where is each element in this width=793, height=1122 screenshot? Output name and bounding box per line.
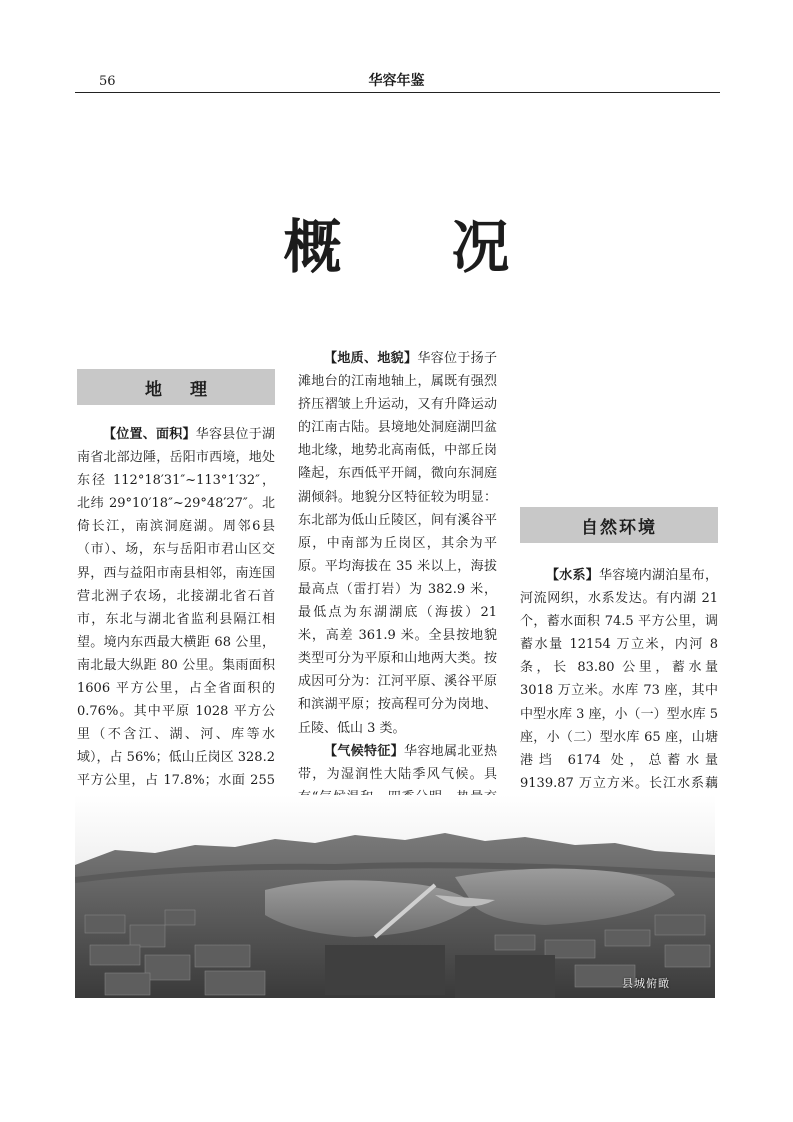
keyword-climate: 【气候特征】 [324,743,404,759]
paragraph-water [520,564,718,818]
column-1 [77,423,275,816]
keyword-geology: 【地质、地貌】 [324,351,418,366]
paragraph-location [77,423,275,816]
aerial-city-photo [75,795,715,998]
section-heading-geography: 地理 [77,369,275,405]
chapter-title: 概况 [283,213,620,281]
text-location: 华容县位于湖南省北部边陲，岳阳市西境，地处东径 112°18′31″~113°1′32″，北纬 29°10′18″~29°48′27″。北倚长江，南滨洞庭湖。周邻6县（市）、场，东与岳阳市君山区交界，西与益阳市南县相邻，南连国营北洲子农场，北接湖北省石首市，东北与湖北省监利县隔江相望。境内东西最大横距 68 公里，南北最大纵距 80 公里。集雨面积 1606 平方公里，占全省面积的 0.76%。其中平原 1028 平方公里（不含江、湖、河、库等水域），占 56%；低山丘岗区 328.2 平方公里，占 17.8%；水面 255 [77,427,275,789]
keyword-location: 【位置、面积】 [103,427,196,442]
header-rule [75,92,720,93]
text-water: 华容境内湖泊星布，河流网织，水系发达。有内湖 21 个，蓄水面积 74.5 平方公里，调蓄水量 12154 万立米，内河 8 条，长 83.80 公里，蓄水量 3018 万立米。水库 73 座，其中中型水库 3 座，小（一）型水库 5 座，小（二）型水库 65 座，山塘港垱 6174 处，总蓄水量 9139.87 万立方米。长江水系藕 [520,568,718,791]
running-title: 华容年鉴 [368,73,425,89]
column-3 [520,564,718,818]
text-climate: 华容地属北亚热带，为湿润性大陆季风气候。具 [298,743,497,782]
page-number: 56 [99,74,116,89]
text-geology: 华容位于扬子滩地台的江南地轴上，属既有强烈挤压褶皱上升运动，又有升降运动的江南古陆。县境地处洞庭湖凹盆地北缘，地势北高南低，中部丘岗隆起，东西低平开阔，微向东洞庭湖倾斜。地貌分区特征较为明显：东北部为低山丘陵区，间有溪谷平原，中南部为丘岗区，其余为平原。平均海拔在 35 米以上，海拔最高点（雷打岩）为 382.9 米，最低点为东湖湖底（海拔）21 米，高差 361.9 米。全县按地貌类型可分为平原和山地两大类。按成因可分为：江河平原、溪谷平原和滨湖平原；按高程可分为岗地、丘陵、低山 3 类。 [298,351,497,736]
paragraph-geology [298,347,497,740]
photo-caption: 县城俯瞰 [622,977,670,990]
section-heading-natural-environment: 自然环境 [520,507,718,543]
keyword-water: 【水系】 [546,568,599,583]
